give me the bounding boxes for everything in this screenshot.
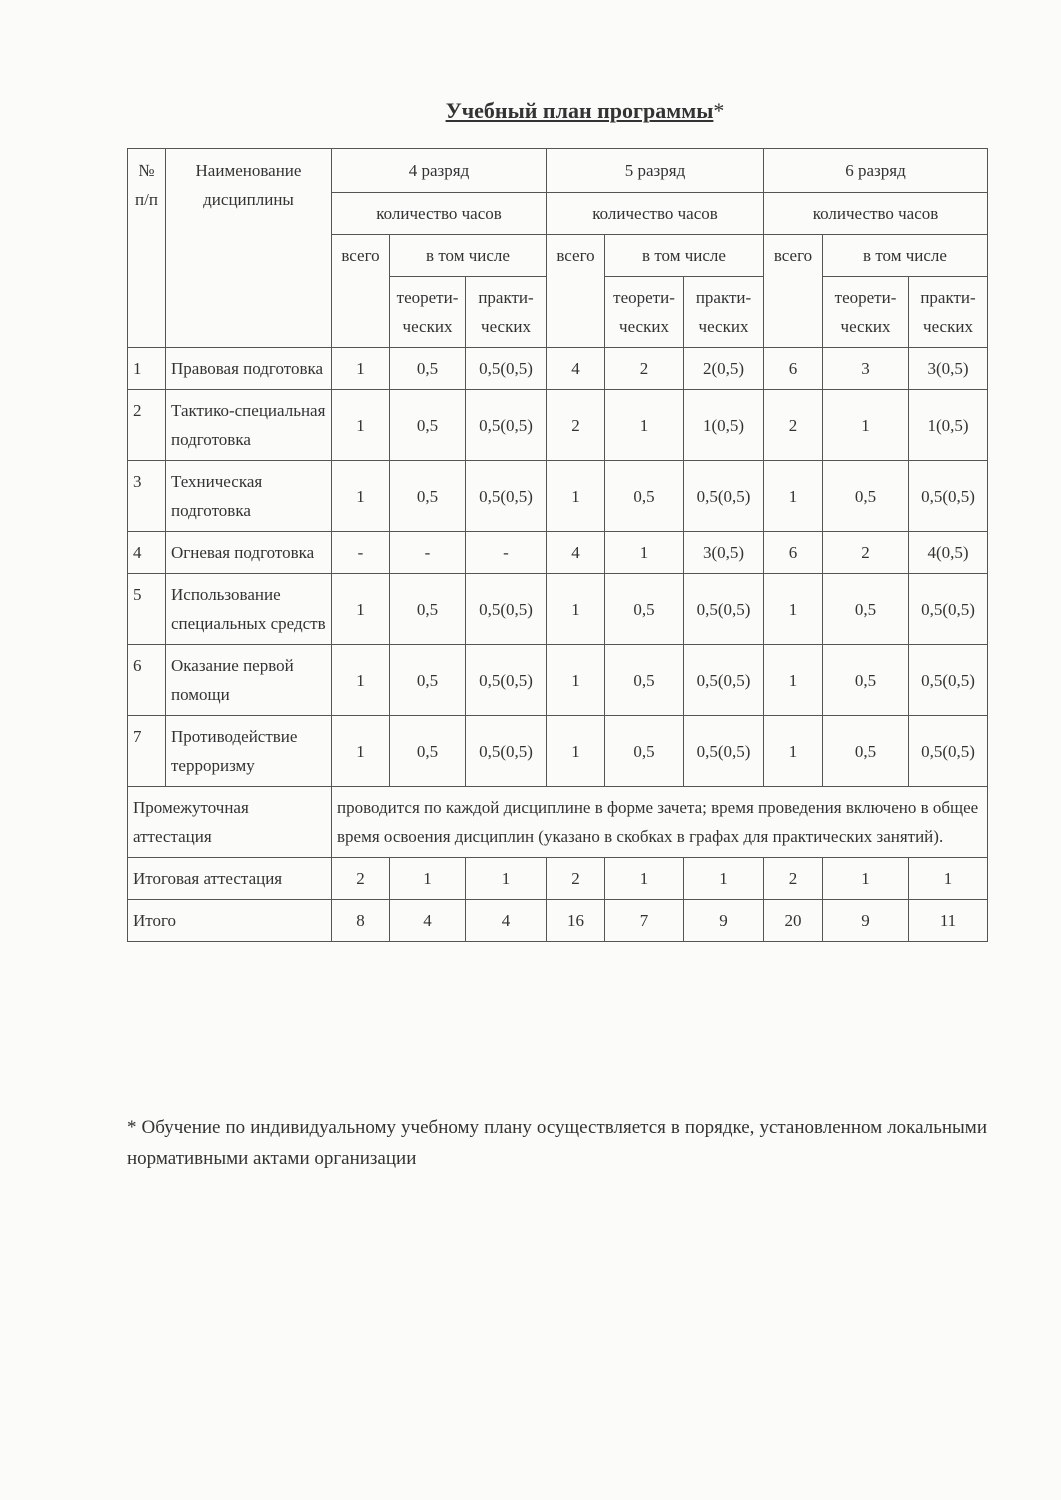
header-hours: количество часов: [764, 193, 988, 235]
cell-practice: 0,5(0,5): [909, 716, 988, 787]
cell-theory: 0,5: [605, 716, 684, 787]
header-row-grades: [128, 149, 988, 193]
cell-total: 1: [332, 574, 390, 645]
cell-theory: 2: [605, 348, 684, 390]
cell-total: 4: [547, 348, 605, 390]
footnote: * Обучение по индивидуальному учебному плану осуществляется в порядке, установленном локальными нормативными актами организации: [127, 1117, 987, 1169]
final-value: 1: [684, 858, 764, 900]
cell-total: 1: [332, 716, 390, 787]
final-value: 1: [605, 858, 684, 900]
final-attestation-row: [128, 858, 988, 900]
cell-total: 6: [764, 348, 823, 390]
total-value: 16: [547, 900, 605, 942]
header-total: всего: [547, 235, 605, 348]
row-number: 6: [128, 645, 166, 716]
curriculum-table: [127, 148, 988, 942]
header-discipline: Наименование дисциплины: [166, 149, 332, 348]
final-value: 2: [764, 858, 823, 900]
cell-theory: 0,5: [390, 390, 466, 461]
header-including: в том числе: [605, 235, 764, 277]
cell-practice: 3(0,5): [684, 532, 764, 574]
final-label: Итоговая аттестация: [128, 858, 332, 900]
title-text: Учебный план программы: [445, 98, 714, 123]
cell-practice: 0,5(0,5): [684, 645, 764, 716]
row-discipline-name: Оказание первой помощи: [166, 645, 332, 716]
total-value: 11: [909, 900, 988, 942]
cell-theory: 0,5: [823, 574, 909, 645]
cell-practice: 1(0,5): [684, 390, 764, 461]
header-practice: практи-ческих: [909, 277, 988, 348]
cell-practice: 0,5(0,5): [466, 574, 547, 645]
cell-theory: 1: [605, 532, 684, 574]
row-number: 3: [128, 461, 166, 532]
cell-total: 2: [764, 390, 823, 461]
cell-practice: 3(0,5): [909, 348, 988, 390]
final-value: 1: [390, 858, 466, 900]
cell-total: 1: [332, 645, 390, 716]
row-discipline-name: Правовая подготовка: [166, 348, 332, 390]
header-practice: практи-ческих: [466, 277, 547, 348]
cell-total: 1: [764, 716, 823, 787]
cell-total: 1: [332, 348, 390, 390]
cell-total: -: [332, 532, 390, 574]
cell-practice: 0,5(0,5): [466, 645, 547, 716]
header-theory: теорети-ческих: [390, 277, 466, 348]
cell-total: 1: [764, 574, 823, 645]
page-title: [0, 98, 1061, 124]
final-value: 1: [466, 858, 547, 900]
intermediate-row: [128, 787, 988, 858]
cell-total: 1: [764, 645, 823, 716]
cell-practice: -: [466, 532, 547, 574]
total-value: 4: [466, 900, 547, 942]
header-total: всего: [332, 235, 390, 348]
row-discipline-name: Противодействие терроризму: [166, 716, 332, 787]
cell-total: 1: [332, 390, 390, 461]
cell-theory: 0,5: [390, 574, 466, 645]
cell-practice: 0,5(0,5): [684, 461, 764, 532]
row-discipline-name: Техническая подготовка: [166, 461, 332, 532]
table-row: [128, 645, 988, 716]
table-row: [128, 390, 988, 461]
total-label: Итого: [128, 900, 332, 942]
cell-total: 1: [547, 716, 605, 787]
cell-theory: 0,5: [823, 645, 909, 716]
row-discipline-name: Тактико-специальная подготовка: [166, 390, 332, 461]
cell-total: 1: [547, 461, 605, 532]
header-including: в том числе: [390, 235, 547, 277]
cell-practice: 0,5(0,5): [909, 461, 988, 532]
cell-theory: 0,5: [823, 461, 909, 532]
cell-practice: 2(0,5): [684, 348, 764, 390]
row-discipline-name: Использование специальных средств: [166, 574, 332, 645]
final-value: 2: [332, 858, 390, 900]
header-num: № п/п: [128, 149, 166, 348]
cell-practice: 4(0,5): [909, 532, 988, 574]
header-total: всего: [764, 235, 823, 348]
cell-theory: 0,5: [390, 645, 466, 716]
row-number: 1: [128, 348, 166, 390]
title-asterisk: *: [713, 98, 725, 123]
cell-practice: 0,5(0,5): [909, 574, 988, 645]
header-grade-6: 6 разряд: [764, 149, 988, 193]
cell-total: 6: [764, 532, 823, 574]
cell-practice: 0,5(0,5): [909, 645, 988, 716]
header-including: в том числе: [823, 235, 988, 277]
final-value: 2: [547, 858, 605, 900]
final-value: 1: [823, 858, 909, 900]
total-value: 9: [823, 900, 909, 942]
intermediate-text: проводится по каждой дисциплине в форме зачета; время проведения включено в общее время освоения дисциплин (указано в скобках в графах для практических занятий).: [332, 787, 988, 858]
total-row: [128, 900, 988, 942]
row-discipline-name: Огневая подготовка: [166, 532, 332, 574]
cell-theory: 0,5: [390, 461, 466, 532]
cell-theory: 3: [823, 348, 909, 390]
table-body: [128, 149, 988, 942]
cell-theory: 0,5: [605, 645, 684, 716]
cell-practice: 0,5(0,5): [684, 574, 764, 645]
cell-practice: 0,5(0,5): [466, 716, 547, 787]
header-practice: практи-ческих: [684, 277, 764, 348]
cell-total: 4: [547, 532, 605, 574]
cell-total: 1: [547, 645, 605, 716]
total-value: 8: [332, 900, 390, 942]
header-grade-5: 5 разряд: [547, 149, 764, 193]
table-row: [128, 574, 988, 645]
row-number: 7: [128, 716, 166, 787]
header-hours: количество часов: [332, 193, 547, 235]
cell-practice: 0,5(0,5): [684, 716, 764, 787]
cell-total: 1: [547, 574, 605, 645]
cell-total: 1: [332, 461, 390, 532]
total-value: 20: [764, 900, 823, 942]
cell-practice: 0,5(0,5): [466, 390, 547, 461]
row-number: 5: [128, 574, 166, 645]
header-theory: теорети-ческих: [605, 277, 684, 348]
header-hours: количество часов: [547, 193, 764, 235]
cell-total: 1: [764, 461, 823, 532]
cell-theory: 0,5: [390, 348, 466, 390]
row-number: 4: [128, 532, 166, 574]
cell-theory: -: [390, 532, 466, 574]
table-row: [128, 348, 988, 390]
cell-theory: 0,5: [605, 461, 684, 532]
cell-theory: 1: [823, 390, 909, 461]
total-value: 7: [605, 900, 684, 942]
total-value: 4: [390, 900, 466, 942]
cell-total: 2: [547, 390, 605, 461]
cell-theory: 0,5: [605, 574, 684, 645]
table-row: [128, 716, 988, 787]
table-row: [128, 532, 988, 574]
cell-practice: 1(0,5): [909, 390, 988, 461]
cell-theory: 1: [605, 390, 684, 461]
header-grade-4: 4 разряд: [332, 149, 547, 193]
cell-theory: 2: [823, 532, 909, 574]
total-value: 9: [684, 900, 764, 942]
cell-practice: 0,5(0,5): [466, 461, 547, 532]
final-value: 1: [909, 858, 988, 900]
cell-theory: 0,5: [390, 716, 466, 787]
row-number: 2: [128, 390, 166, 461]
intermediate-label: Промежуточная аттестация: [128, 787, 332, 858]
table-row: [128, 461, 988, 532]
cell-practice: 0,5(0,5): [466, 348, 547, 390]
header-theory: теорети-ческих: [823, 277, 909, 348]
cell-theory: 0,5: [823, 716, 909, 787]
